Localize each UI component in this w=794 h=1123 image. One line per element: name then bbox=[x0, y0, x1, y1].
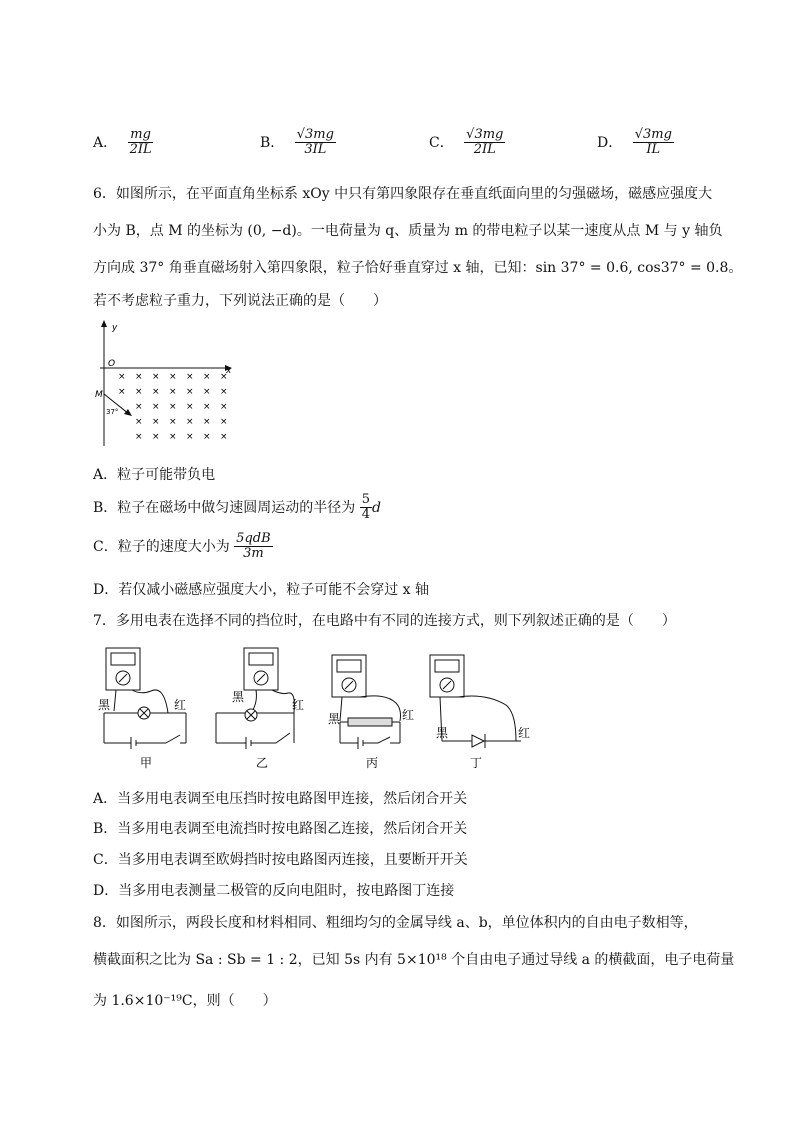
field-x-mark: × bbox=[220, 387, 228, 397]
q6-stem-line-3: 方向成 37° 角垂直磁场射入第四象限，粒子恰好垂直穿过 x 轴，已知：sin 37° = 0.6, cos37° = 0.8。 bbox=[93, 260, 743, 276]
q8-stem-line-2: 横截面积之比为 Sa : Sb = 1 : 2，已知 5s 内有 5×10¹⁸ 个自由电子通过导线 a 的横截面，电子电荷量 bbox=[93, 952, 735, 968]
q6-b-var: d bbox=[372, 499, 381, 516]
q6-stem-line-1: 6．如图所示，在平面直角坐标系 xOy 中只有第四象限存在垂直纸面向里的匀强磁场，磁感应强度大 bbox=[93, 186, 713, 202]
field-x-mark: × bbox=[169, 417, 177, 427]
field-x-mark: × bbox=[186, 432, 194, 442]
q6-option-b-text: B．粒子在磁场中做匀速圆周运动的半径为 bbox=[93, 499, 356, 516]
q6-b-den: 4 bbox=[361, 507, 371, 523]
q7-option-a: A．当多用电表调至电压挡时按电路图甲连接，然后闭合开关 bbox=[93, 791, 468, 807]
field-x-mark: × bbox=[169, 372, 177, 382]
q7-circuits-figure bbox=[96, 643, 546, 776]
field-x-mark: × bbox=[220, 372, 228, 382]
q6-field-marks bbox=[118, 372, 228, 442]
q5-option-b: B． $\frac{√3mg}{3IL}$ bbox=[260, 127, 334, 158]
q7-stem: 7．多用电表在选择不同的挡位时，在电路中有不同的连接方式，则下列叙述正确的是（ ） bbox=[93, 613, 676, 629]
field-x-mark: × bbox=[169, 432, 177, 442]
field-x-mark: × bbox=[203, 417, 211, 427]
circuit-jia-black-label: 黑 bbox=[98, 698, 111, 712]
q6-stem-line-2: 小为 B，点 M 的坐标为 (0, −d)。一电荷量为 q、质量为 m 的带电粒子以某一速度从点 M 与 y 轴负 bbox=[93, 223, 723, 239]
circuit-ding-caption: 丁 bbox=[470, 756, 483, 770]
circuit-bing bbox=[328, 655, 414, 770]
q5-option-a: A． $\frac{mg}{2IL}$ bbox=[93, 127, 152, 158]
circuit-ding-red-label: 红 bbox=[518, 726, 531, 740]
circuit-jia bbox=[98, 648, 186, 770]
field-x-mark: × bbox=[220, 417, 228, 427]
field-x-mark: × bbox=[186, 402, 194, 412]
q8-stem-line-1: 8．如图所示，两段长度和材料相同、粗细均匀的金属导线 a、b，单位体积内的自由电子数相等， bbox=[93, 915, 698, 931]
field-x-mark: × bbox=[186, 387, 194, 397]
circuit-yi-red-label: 红 bbox=[292, 698, 305, 712]
q6-magnetic-field-figure bbox=[92, 318, 242, 450]
field-x-mark: × bbox=[118, 372, 126, 382]
q5-option-d: D． $\frac{√3mg}{IL}$ bbox=[597, 127, 672, 158]
q6-b-num: 5 bbox=[361, 492, 371, 507]
q5-c-den: 2IL bbox=[473, 142, 496, 158]
q6-point-m-label: M bbox=[95, 390, 103, 400]
q7-option-b: B．当多用电表调至电流挡时按电路图乙连接，然后闭合开关 bbox=[93, 821, 468, 837]
circuit-yi bbox=[216, 648, 304, 770]
field-x-mark: × bbox=[152, 372, 160, 382]
circuit-yi-black-label: 黑 bbox=[232, 690, 245, 704]
q8-stem-line-3: 为 1.6×10⁻¹⁹C，则（ ） bbox=[93, 993, 277, 1009]
field-x-mark: × bbox=[152, 417, 160, 427]
q6-option-a: A．粒子可能带负电 bbox=[93, 467, 216, 483]
q6-option-c-text: C．粒子的速度大小为 bbox=[93, 538, 230, 555]
field-x-mark: × bbox=[135, 432, 143, 442]
q5-b-num: √3mg bbox=[296, 127, 334, 142]
circuit-bing-black-label: 黑 bbox=[328, 712, 341, 726]
q6-stem-line-4: 若不考虑粒子重力，下列说法正确的是（ ） bbox=[93, 293, 387, 309]
q6-y-axis-label: y bbox=[112, 323, 118, 333]
field-x-mark: × bbox=[135, 402, 143, 412]
q6-c-num: 5qdB bbox=[236, 531, 271, 546]
q6-angle-label: 37° bbox=[106, 408, 119, 416]
circuit-bing-red-label: 红 bbox=[402, 708, 415, 722]
q5-d-num: √3mg bbox=[634, 127, 672, 142]
q6-option-b bbox=[93, 493, 381, 523]
field-x-mark: × bbox=[135, 417, 143, 427]
circuit-bing-caption: 丙 bbox=[366, 756, 379, 770]
q5-b-den: 3IL bbox=[304, 142, 327, 158]
field-x-mark: × bbox=[203, 372, 211, 382]
field-x-mark: × bbox=[220, 432, 228, 442]
circuit-ding-black-label: 黑 bbox=[436, 726, 449, 740]
field-x-mark: × bbox=[152, 387, 160, 397]
field-x-mark: × bbox=[152, 402, 160, 412]
field-x-mark: × bbox=[203, 387, 211, 397]
field-x-mark: × bbox=[186, 372, 194, 382]
q6-origin-label: O bbox=[108, 359, 116, 369]
q5-option-c: C． $\frac{√3mg}{2IL}$ bbox=[429, 127, 504, 158]
field-x-mark: × bbox=[220, 402, 228, 412]
circuit-jia-caption: 甲 bbox=[140, 756, 153, 770]
field-x-mark: × bbox=[203, 432, 211, 442]
field-x-mark: × bbox=[186, 417, 194, 427]
field-x-mark: × bbox=[203, 402, 211, 412]
field-x-mark: × bbox=[169, 387, 177, 397]
q5-a-num: mg bbox=[130, 127, 151, 142]
circuit-jia-red-label: 红 bbox=[174, 698, 187, 712]
field-x-mark: × bbox=[135, 387, 143, 397]
q5-options bbox=[93, 128, 733, 168]
field-x-mark: × bbox=[169, 402, 177, 412]
q7-option-c: C．当多用电表调至欧姆挡时按电路图丙连接，且要断开开关 bbox=[93, 852, 468, 868]
q5-a-den: 2IL bbox=[129, 142, 152, 158]
circuit-yi-caption: 乙 bbox=[256, 756, 269, 770]
circuit-ding bbox=[430, 655, 530, 770]
q5-d-den: IL bbox=[646, 142, 661, 158]
field-x-mark: × bbox=[118, 387, 126, 397]
q6-c-den: 3m bbox=[243, 546, 264, 562]
field-x-mark: × bbox=[152, 432, 160, 442]
q6-x-axis-label: x bbox=[226, 366, 232, 376]
q6-option-c bbox=[93, 532, 273, 562]
q5-c-num: √3mg bbox=[466, 127, 504, 142]
field-x-mark: × bbox=[135, 372, 143, 382]
q7-option-d: D．当多用电表测量二极管的反向电阻时，按电路图丁连接 bbox=[93, 883, 455, 899]
q6-option-d: D．若仅减小磁感应强度大小，粒子可能不会穿过 x 轴 bbox=[93, 582, 430, 598]
